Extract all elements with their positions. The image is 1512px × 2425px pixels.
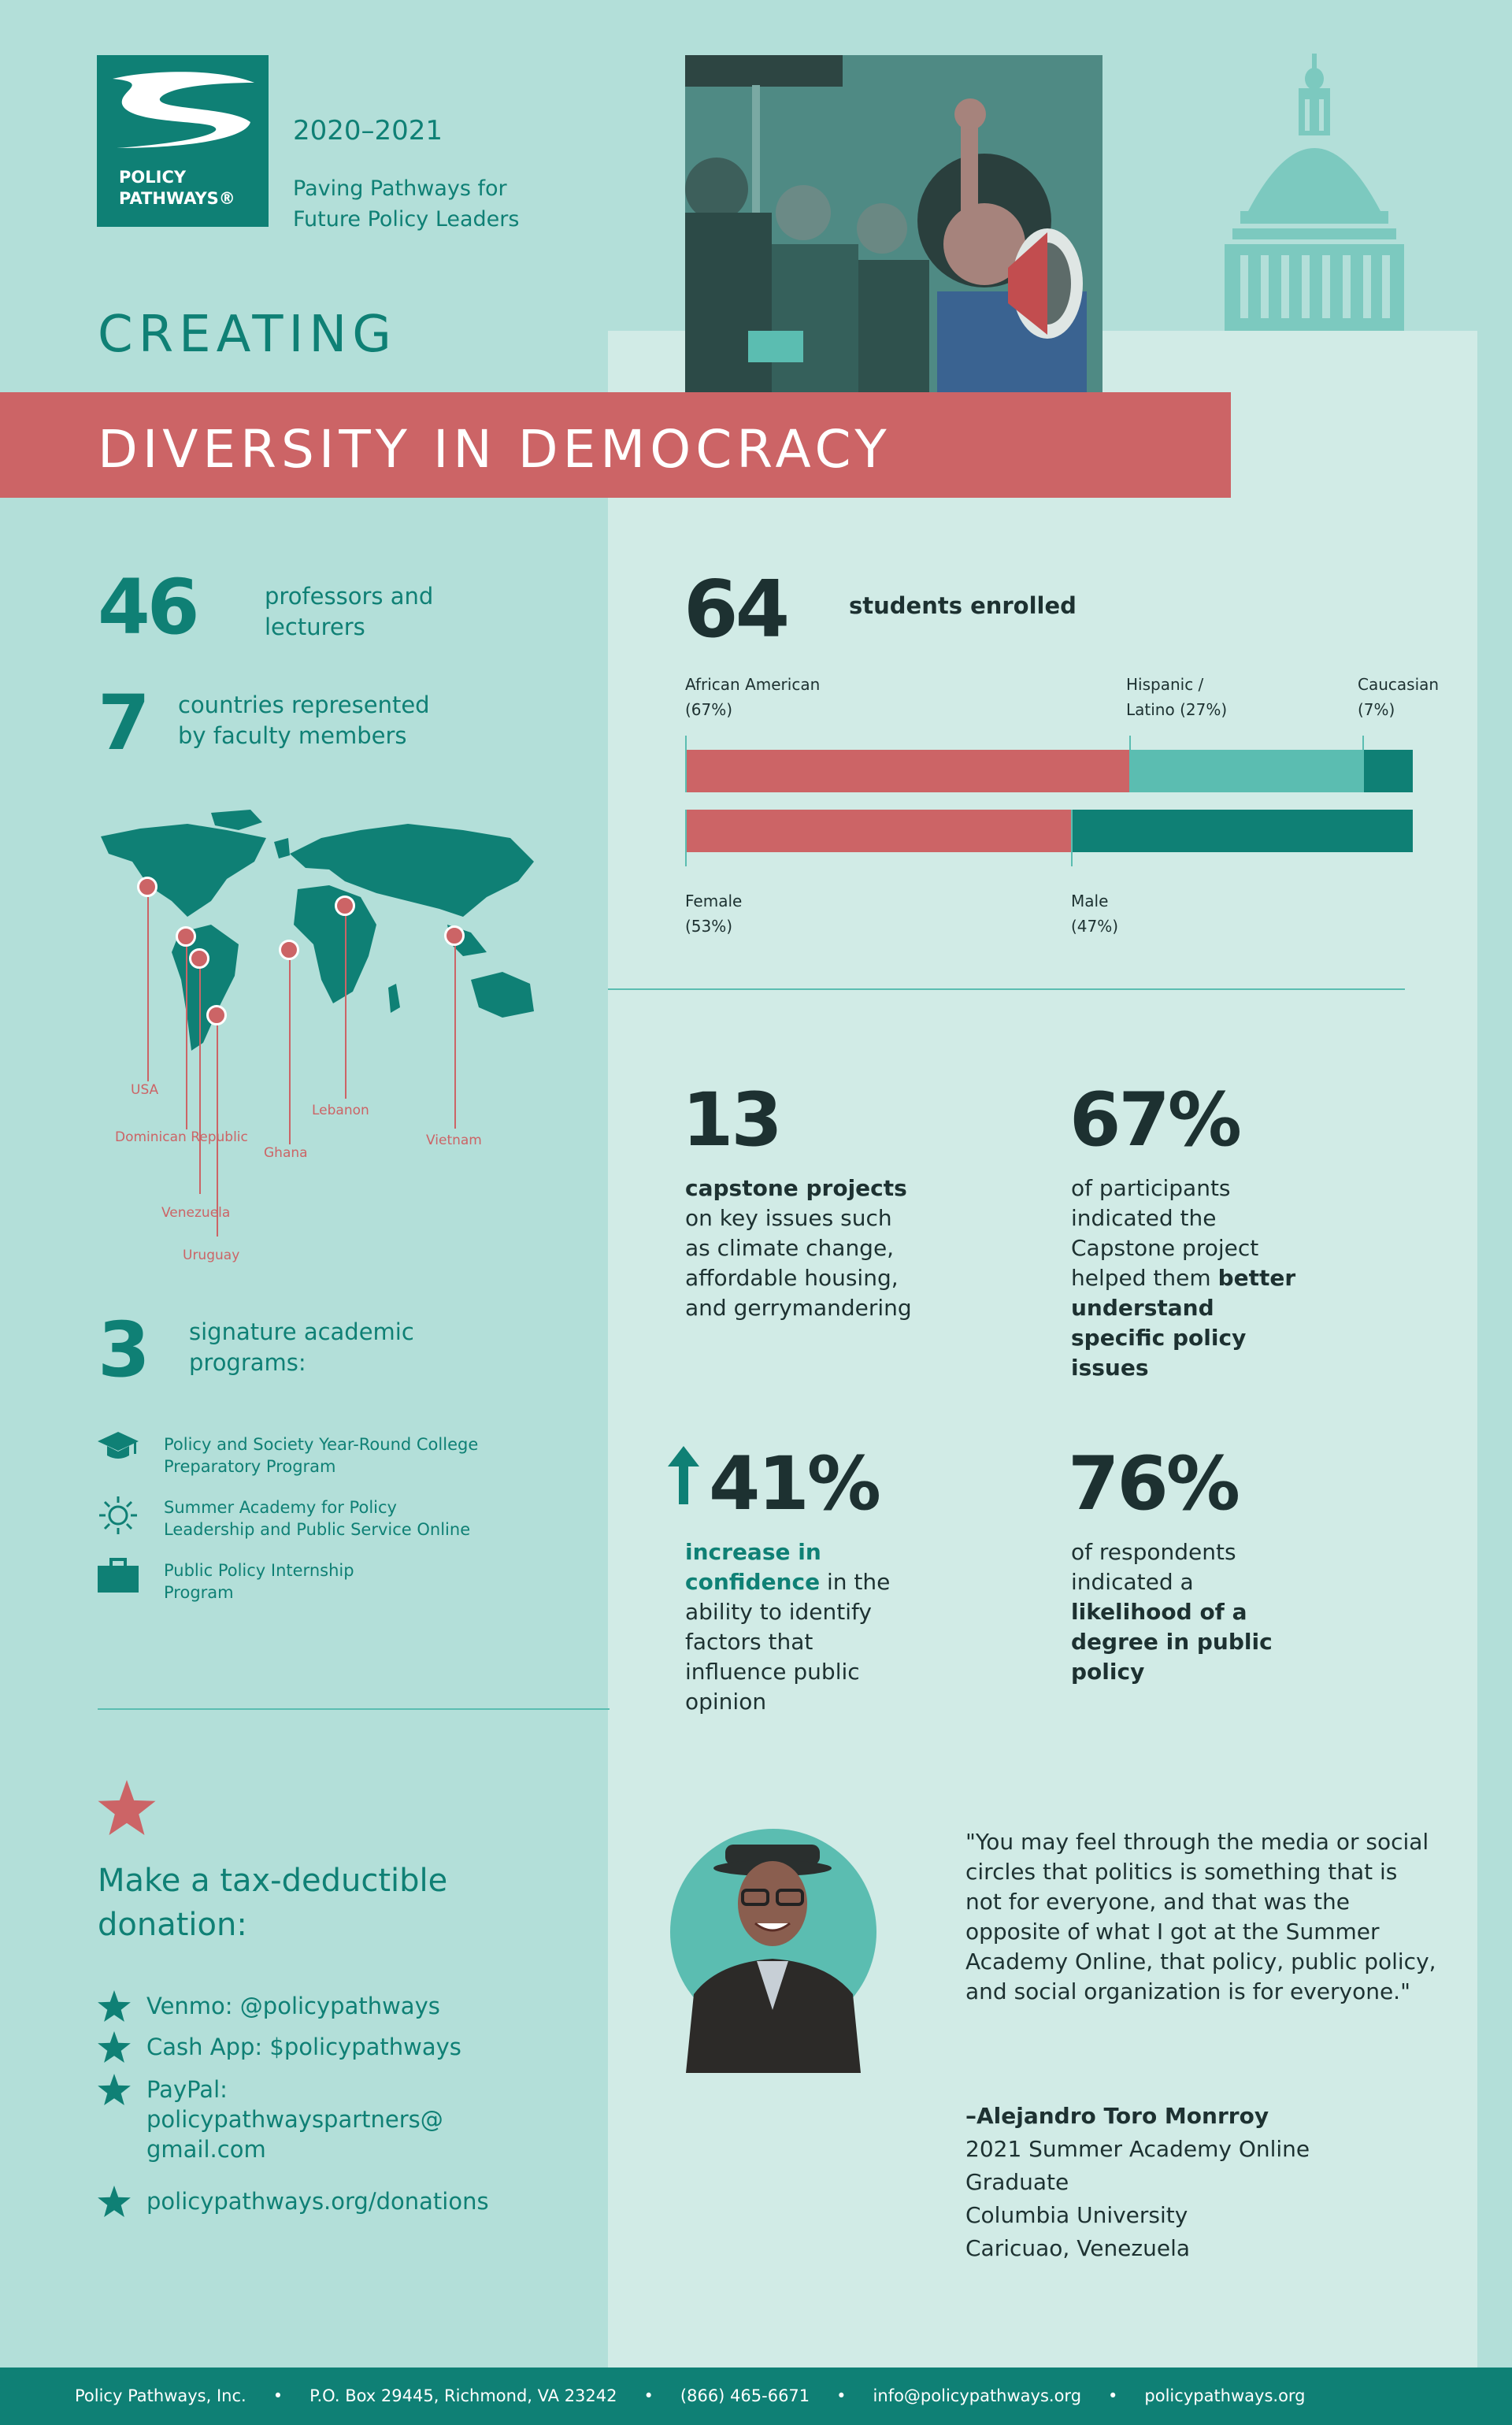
ethnicity-label-hispanic: [1126, 672, 1227, 722]
capitol-dome-icon: [1217, 54, 1414, 334]
logo-line-2: PATHWAYS®: [119, 189, 235, 208]
footer-separator: •: [643, 2386, 654, 2405]
headline-kicker: CREATING: [98, 306, 397, 364]
degree-bold-2: degree in public: [1071, 1629, 1273, 1655]
ethnicity-2-percent: (7%): [1358, 700, 1395, 719]
degree-description: [1071, 1537, 1273, 1687]
gender-bar: [685, 810, 1413, 852]
map-pin-dominican-republic: [176, 926, 196, 947]
confidence-bold-2: confidence: [685, 1569, 821, 1595]
capstone-line-4: and gerrymandering: [685, 1295, 912, 1321]
logo-line-1: POLICY: [119, 168, 187, 187]
tagline: [293, 173, 519, 235]
gender-tick: [1071, 810, 1073, 866]
road-logo-icon: [97, 55, 269, 158]
report-year: 2020–2021: [293, 115, 443, 146]
countries-label: [178, 690, 430, 751]
confidence-line-2: ability to identify: [685, 1599, 872, 1625]
testimonial-quote: "You may feel through the media or social circles that politics is something that is not for everyone, and that was the opposite of what I got at the Summer Academy Online, that policy, public policy, and social organization is for everyone.": [965, 1829, 1436, 2004]
testimonial-attribution: [965, 2100, 1454, 2265]
program-item-3: [164, 1559, 573, 1604]
degree-line-2: indicated a: [1071, 1569, 1194, 1595]
sun-icon: [98, 1495, 139, 1533]
understand-line-2: indicated the: [1071, 1205, 1217, 1231]
program-2-line-2: Leadership and Public Service Online: [164, 1520, 471, 1539]
degree-line-1: of respondents: [1071, 1539, 1236, 1565]
understand-percent: 67%: [1069, 1077, 1240, 1163]
star-bullet-icon: [98, 1990, 131, 2023]
map-label-dominican-republic: Dominican Republic: [115, 1129, 248, 1145]
donation-title-line-2: donation:: [98, 1907, 247, 1943]
gender-0-percent: (53%): [685, 917, 733, 936]
map-pin-uruguay: [206, 1005, 227, 1025]
program-1-line-2: Preparatory Program: [164, 1457, 336, 1476]
gender-1-percent: (47%): [1071, 917, 1119, 936]
graduation-cap-icon: [98, 1427, 139, 1465]
program-item-2: [164, 1496, 573, 1541]
capstone-bold: capstone projects: [685, 1175, 907, 1201]
understand-bold-2: understand: [1071, 1295, 1214, 1321]
footer-email[interactable]: info@policypathways.org: [873, 2386, 1082, 2405]
paypal-link[interactable]: [146, 2075, 443, 2164]
paypal-line-2: policypathwayspartners@: [146, 2106, 443, 2133]
left-divider: [98, 1708, 610, 1710]
gender-1-name: Male: [1071, 892, 1109, 910]
footer-separator: •: [836, 2386, 847, 2405]
gender-tick: [685, 810, 687, 866]
map-pin-ghana: [279, 940, 299, 960]
program-item-1: [164, 1433, 573, 1478]
ethnicity-bar: [685, 750, 1413, 792]
understand-bold-1: better: [1217, 1265, 1296, 1291]
footer-separator: •: [1108, 2386, 1118, 2405]
understand-bold-4: issues: [1071, 1355, 1149, 1381]
capstone-count: 13: [682, 1077, 780, 1163]
headline-banner-text: DIVERSITY IN DEMOCRACY: [98, 419, 891, 480]
confidence-line-4: influence public: [685, 1659, 860, 1685]
programs-label: [189, 1317, 414, 1378]
world-map: [93, 806, 545, 1077]
program-3-line-2: Program: [164, 1583, 234, 1602]
testimonial-school: Columbia University: [965, 2202, 1188, 2228]
students-label: students enrolled: [849, 592, 1077, 619]
map-label-usa: USA: [131, 1082, 159, 1098]
degree-bold-1: likelihood of a: [1071, 1599, 1247, 1625]
professors-label-line-2: lecturers: [265, 614, 365, 640]
arrow-up-icon: [668, 1446, 699, 1507]
policy-pathways-logo: [97, 55, 269, 227]
map-label-uruguay: Uruguay: [183, 1248, 240, 1263]
pin-line-usa: [147, 897, 149, 1081]
map-label-vietnam: Vietnam: [426, 1133, 482, 1148]
protest-photo: [685, 55, 1102, 394]
capstone-line-2: as climate change,: [685, 1235, 895, 1261]
tagline-line-2: Future Policy Leaders: [293, 207, 520, 232]
programs-label-line-2: programs:: [189, 1349, 306, 1376]
venmo-link[interactable]: Venmo: @policypathways: [146, 1993, 440, 2019]
pin-line-venezuela: [199, 969, 201, 1194]
understand-description: [1071, 1174, 1295, 1383]
students-count: 64: [684, 563, 788, 655]
confidence-percent: 41%: [709, 1441, 879, 1527]
paypal-line-1: PayPal:: [146, 2076, 228, 2103]
donation-title-line-1: Make a tax-deductible: [98, 1863, 448, 1899]
map-pin-venezuela: [189, 948, 209, 969]
map-label-venezuela: Venezuela: [161, 1205, 231, 1221]
gender-label-female: [685, 888, 742, 939]
testimonial-location: Caricuao, Venezuela: [965, 2235, 1191, 2261]
programs-label-line-1: signature academic: [189, 1318, 414, 1345]
gender-segment: [685, 810, 1071, 852]
briefcase-icon: [98, 1556, 139, 1594]
footer-website[interactable]: policypathways.org: [1144, 2386, 1306, 2405]
donations-website-link[interactable]: policypathways.org/donations: [146, 2188, 489, 2215]
ethnicity-segment: [1129, 750, 1362, 792]
gender-0-name: Female: [685, 892, 743, 910]
paypal-line-3: gmail.com: [146, 2136, 266, 2163]
ethnicity-2-name: Caucasian: [1358, 675, 1440, 694]
testimonial-role-1: 2021 Summer Academy Online: [965, 2136, 1310, 2162]
confidence-line-5: opinion: [685, 1689, 767, 1715]
understand-line-3: Capstone project: [1071, 1235, 1259, 1261]
testimonial-name: –Alejandro Toro Monrroy: [965, 2103, 1269, 2129]
star-bullet-icon: [98, 2186, 131, 2219]
map-pin-lebanon: [335, 895, 355, 916]
capstone-description: [685, 1174, 912, 1323]
professors-count: 46: [98, 563, 197, 651]
degree-bold-3: policy: [1071, 1659, 1145, 1685]
tagline-line-1: Paving Pathways for: [293, 176, 507, 201]
star-accent-icon: [98, 1780, 156, 1838]
footer-address: P.O. Box 29445, Richmond, VA 23242: [309, 2386, 617, 2405]
ethnicity-1-name: Hispanic /: [1126, 675, 1204, 694]
ethnicity-segment: [1362, 750, 1413, 792]
ethnicity-label-african-american: [685, 672, 820, 722]
degree-percent: 76%: [1068, 1441, 1238, 1527]
program-3-line-1: Public Policy Internship: [164, 1561, 354, 1580]
program-1-line-1: Policy and Society Year-Round College: [164, 1435, 479, 1454]
right-divider: [608, 988, 1405, 990]
footer-org: Policy Pathways, Inc.: [75, 2386, 246, 2405]
confidence-bold-1: increase in: [685, 1539, 821, 1565]
gender-segment: [1071, 810, 1413, 852]
world-map-icon: [93, 806, 545, 1074]
star-bullet-icon: [98, 2074, 131, 2107]
confidence-line-3: factors that: [685, 1629, 813, 1655]
star-bullet-icon: [98, 2031, 131, 2064]
ethnicity-tick: [685, 736, 687, 792]
pin-line-ghana: [289, 960, 291, 1144]
ethnicity-0-percent: (67%): [685, 700, 733, 719]
confidence-description: [685, 1537, 890, 1717]
ethnicity-1-percent: Latino (27%): [1126, 700, 1228, 719]
countries-label-line-2: by faculty members: [178, 722, 407, 749]
map-label-ghana: Ghana: [264, 1145, 308, 1161]
understand-line-1: of participants: [1071, 1175, 1231, 1201]
ethnicity-segment: [685, 750, 1129, 792]
footer-phone[interactable]: (866) 465-6671: [680, 2386, 810, 2405]
gender-label-male: [1071, 888, 1118, 939]
ethnicity-0-name: African American: [685, 675, 821, 694]
program-2-line-1: Summer Academy for Policy: [164, 1498, 397, 1517]
map-label-lebanon: Lebanon: [312, 1103, 369, 1118]
confidence-line-1: in the: [826, 1569, 891, 1595]
pin-line-lebanon: [345, 916, 346, 1099]
ethnicity-tick: [1129, 736, 1131, 792]
headline-banner: [0, 392, 1231, 498]
map-pin-usa: [137, 877, 158, 897]
donation-title: [98, 1859, 447, 1947]
testimonial-role-2: Graduate: [965, 2169, 1069, 2195]
ethnicity-tick: [1362, 736, 1364, 792]
footer-separator: •: [272, 2386, 284, 2405]
pin-line-dominican-republic: [186, 947, 187, 1129]
understand-bold-3: specific policy: [1071, 1325, 1247, 1351]
understand-line-4: helped them: [1071, 1265, 1211, 1291]
countries-label-line-1: countries represented: [178, 692, 430, 718]
ethnicity-label-caucasian: [1358, 672, 1439, 722]
professors-label-line-1: professors and: [265, 583, 434, 610]
countries-count: 7: [98, 679, 150, 767]
map-pin-vietnam: [444, 925, 465, 946]
avatar: [670, 1829, 876, 2035]
professors-label: [265, 581, 433, 643]
programs-count: 3: [98, 1306, 150, 1394]
footer: [0, 2368, 1512, 2425]
pin-line-vietnam: [454, 946, 456, 1129]
capstone-line-3: affordable housing,: [685, 1265, 899, 1291]
capstone-line-1: on key issues such: [685, 1205, 892, 1231]
cashapp-link[interactable]: Cash App: $policypathways: [146, 2034, 461, 2060]
